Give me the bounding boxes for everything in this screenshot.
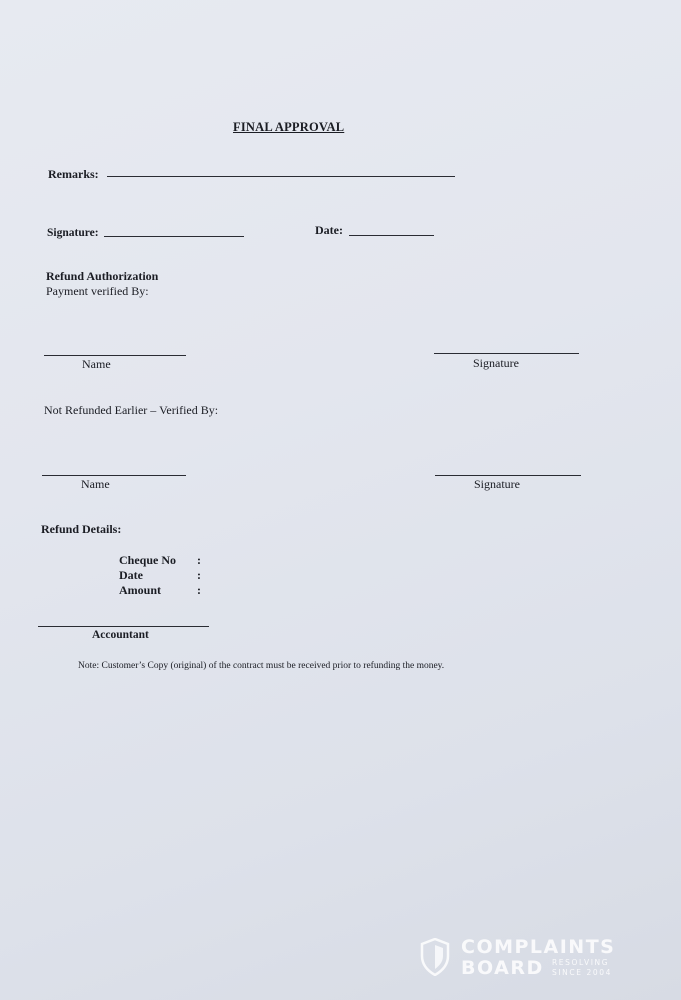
watermark-line1: COMPLAINTS: [461, 936, 616, 958]
payment-verified-signature-line: [434, 353, 579, 354]
date-line: [349, 235, 434, 236]
page-title: FINAL APPROVAL: [233, 120, 345, 134]
date-label: Date:: [315, 223, 343, 237]
refund-details-heading: Refund Details:: [41, 522, 122, 536]
payment-verified-by-label: Payment verified By:: [46, 284, 149, 298]
amount-separator: :: [197, 583, 201, 597]
cheque-no-separator: :: [197, 553, 201, 567]
signature-line: [104, 236, 244, 237]
accountant-label: Accountant: [92, 629, 149, 641]
not-refunded-heading: Not Refunded Earlier – Verified By:: [44, 403, 219, 417]
signature-label: Signature:: [47, 227, 99, 239]
date-detail-label: Date: [119, 568, 143, 582]
cheque-no-label: Cheque No: [119, 553, 177, 567]
not-refunded-name-line: [42, 475, 186, 476]
payment-verified-signature-label: Signature: [473, 356, 519, 370]
payment-verified-name-label: Name: [82, 357, 111, 371]
not-refunded-signature-label: Signature: [474, 477, 520, 491]
watermark-line2: BOARD: [461, 957, 544, 979]
remarks-line: [107, 176, 455, 177]
accountant-line: [38, 626, 209, 627]
complaints-board-watermark: [420, 936, 645, 980]
footer-note: Note: Customer’s Copy (original) of the contract must be received prior to refunding the money.: [78, 661, 445, 671]
not-refunded-signature-line: [435, 475, 581, 476]
watermark-tag1: RESOLVING: [552, 958, 610, 967]
remarks-label: Remarks:: [48, 167, 99, 181]
payment-verified-name-line: [44, 355, 186, 356]
shield-icon: [420, 938, 450, 976]
watermark-tag2: SINCE 2004: [552, 968, 613, 977]
amount-label: Amount: [119, 583, 162, 597]
refund-authorization-heading: Refund Authorization: [46, 269, 159, 283]
date-detail-separator: :: [197, 568, 201, 582]
not-refunded-name-label: Name: [81, 477, 110, 491]
